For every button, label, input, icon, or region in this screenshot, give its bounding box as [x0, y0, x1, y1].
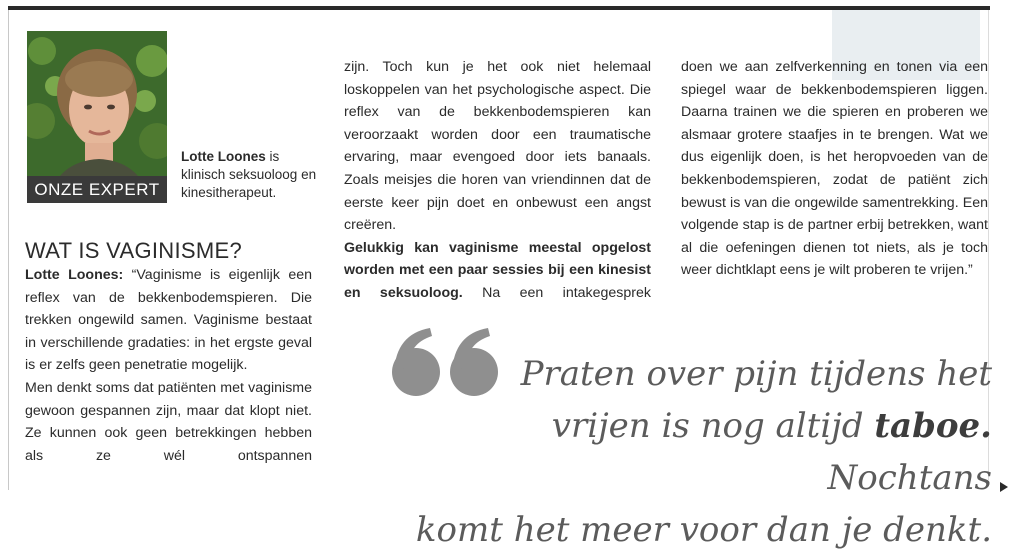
pull-quote-line: komt het meer voor dan je denkt. — [415, 510, 992, 550]
pull-quote-line: Praten over pijn tijdens het — [520, 354, 992, 394]
speaker-label: Lotte Loones: — [25, 267, 124, 283]
expert-name: Lotte Loones — [181, 149, 266, 164]
paragraph: Men denkt soms dat patiënten met vaginisme gewoon gespannen zijn, maar dat klopt niet. Ze kunnen ook geen betrekkingen hebben als ze wél ontspannen — [25, 379, 312, 464]
article-heading: WAT IS VAGINISME? — [25, 238, 242, 263]
left-rule — [8, 10, 9, 490]
paragraph-text: Na een intakegesprek — [462, 284, 651, 301]
column-2 — [344, 56, 651, 305]
column-3 — [681, 56, 988, 282]
play-arrow-icon — [1000, 482, 1008, 492]
pull-quote-text: vrijen is nog altijd — [551, 406, 875, 446]
paragraph — [25, 264, 312, 377]
expert-description: is klinisch seksuoloog en kinesitherapeut. — [181, 149, 317, 200]
expert-badge: ONZE EXPERT — [27, 176, 167, 203]
pull-quote-emphasis: taboe. — [874, 406, 992, 446]
pull-quote-line — [404, 400, 992, 504]
expert-caption — [181, 148, 321, 202]
paragraph: doen we aan zelfverkenning en tonen via een spiegel waar de bekkenbodemspieren liggen. Daarna trainen we die spieren en proberen we alsmaar grotere staafjes in te brengen. Wat we dus eigenlijk doen, is het heropvoeden van de bekkenbodemspieren, zodat de patiënt zich bewust is van die ongewilde samentrekking. Een volgende stap is de partner erbij betrekken, want al die oefeningen dienen tot niets, als je toch weer dichtklapt eens je wilt proberen te vrijen.” — [681, 59, 988, 279]
paragraph — [344, 237, 651, 305]
paragraph: zijn. Toch kun je het ook niet helemaal loskoppelen van het psychologische aspect. Die reflex van de bekkenbodemspieren kan veroorzaakt worden door een traumatische ervaring, maar evengoed door iets banaals. Zoals meisjes die horen van vriendinnen dat de eerste keer pijn doet en onbewust een angst creëren. — [344, 59, 651, 234]
pull-quote-text: Nochtans — [827, 458, 992, 498]
column-1 — [25, 264, 312, 467]
paragraph-highlight: Gelukkig kan vaginisme meestal opgelost worden met een paar sessies bij een kinesist en seksuoloog. — [344, 239, 651, 301]
pull-quote — [404, 348, 992, 556]
paragraph-text: “Vaginisme is eigenlijk een reflex van de bekkenbodemspieren. Die trekken ongewild samen. Vaginisme bestaat in verschillende gradaties: in het ergste geval is er zelfs geen penetratie mogelijk. — [25, 267, 312, 374]
